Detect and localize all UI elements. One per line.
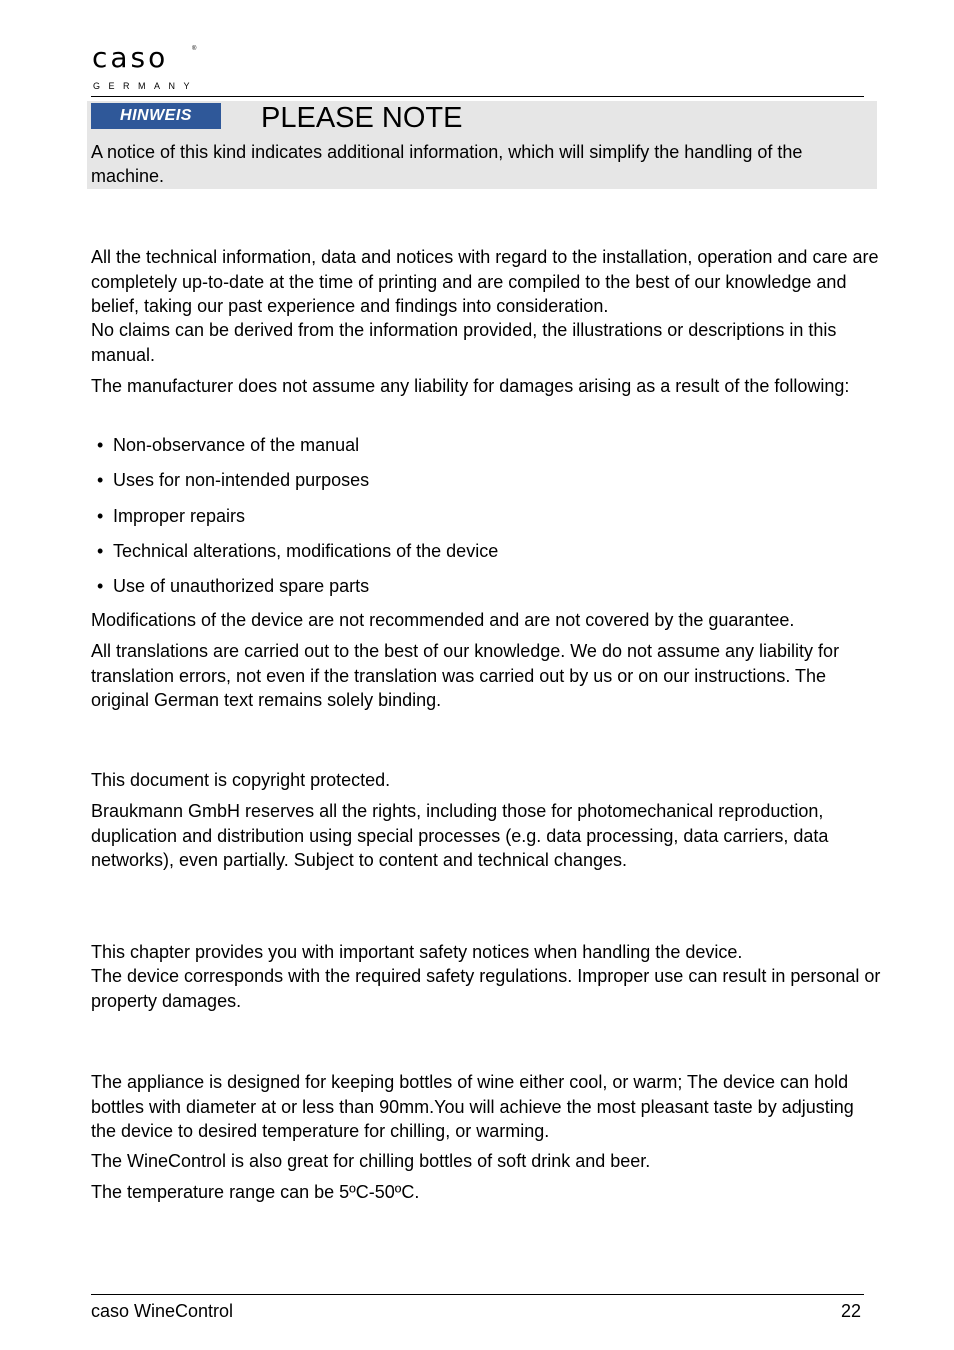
bullet-dot-icon: • xyxy=(97,435,104,455)
paragraph-temperature-range: The temperature range can be 5ºC-50ºC. xyxy=(91,1182,420,1202)
notice-text: A notice of this kind indicates additional information, which will simplify the handling of the machine. xyxy=(91,142,803,186)
bullet-item: • Improper repairs xyxy=(97,506,246,526)
paragraph-safety-intro: This chapter provides you with important safety notices when handling the device. xyxy=(91,942,743,962)
notice-title: PLEASE NOTE xyxy=(261,102,463,134)
logo-wordmark: caso xyxy=(92,41,169,74)
bullet-item: • Technical alterations, modifications of the device xyxy=(97,541,499,561)
footer-product-name: caso WineControl xyxy=(91,1301,234,1321)
paragraph-safety-regulations: The device corresponds with the required safety regulations. Improper use can result in personal or property damages. xyxy=(91,966,881,1011)
paragraph-technical-info: All the technical information, data and notices with regard to the installation, operation and care are completely up-to-date at the time of printing and are compiled to the best of our knowledge and belief, taking our past experience and findings into consideration. xyxy=(91,247,879,316)
bullet-item: • Use of unauthorized spare parts xyxy=(97,576,370,596)
bullet-item: • Non-observance of the manual xyxy=(97,435,360,455)
paragraph-translations: All translations are carried out to the best of our knowledge. We do not assume any liability for translation errors, not even if the translation was carried out by us or on our instructions. The original German text remains solely binding. xyxy=(91,641,840,710)
bullet-dot-icon: • xyxy=(97,506,104,526)
bullet-dot-icon: • xyxy=(97,541,104,561)
header-rule xyxy=(91,96,864,97)
paragraph-modifications: Modifications of the device are not recommended and are not covered by the guarantee. xyxy=(91,610,795,630)
bullet-dot-icon: • xyxy=(97,470,104,490)
paragraph-copyright: This document is copyright protected. xyxy=(91,770,391,790)
paragraph-intended-use: The appliance is designed for keeping bottles of wine either cool, or warm; The device can hold bottles with diameter at or less than 90mm.You will achieve the most pleasant taste by adjusting the device to desired temperature for chilling, or warming. xyxy=(91,1072,854,1141)
paragraph-rights: Braukmann GmbH reserves all the rights, including those for photomechanical reproduction, duplication and distribution using special processes (e.g. data processing, data carriers, data networks), even partially. Subject to content and technical changes. xyxy=(91,801,829,870)
logo-subtitle: GERMANY xyxy=(93,81,199,91)
page-number: 22 xyxy=(840,1301,861,1321)
paragraph-no-claims: No claims can be derived from the information provided, the illustrations or descriptions in this manual. xyxy=(91,320,837,365)
hinweis-badge: HINWEIS xyxy=(91,103,221,129)
footer-rule xyxy=(91,1294,864,1295)
paragraph-liability: The manufacturer does not assume any liability for damages arising as a result of the following: xyxy=(91,376,850,396)
bullet-item: • Uses for non-intended purposes xyxy=(97,470,370,490)
caso-logo xyxy=(78,32,208,96)
bullet-dot-icon: • xyxy=(97,576,104,596)
logo-registered-mark: ® xyxy=(192,46,197,52)
paragraph-soft-drinks: The WineControl is also great for chilling bottles of soft drink and beer. xyxy=(91,1151,651,1171)
